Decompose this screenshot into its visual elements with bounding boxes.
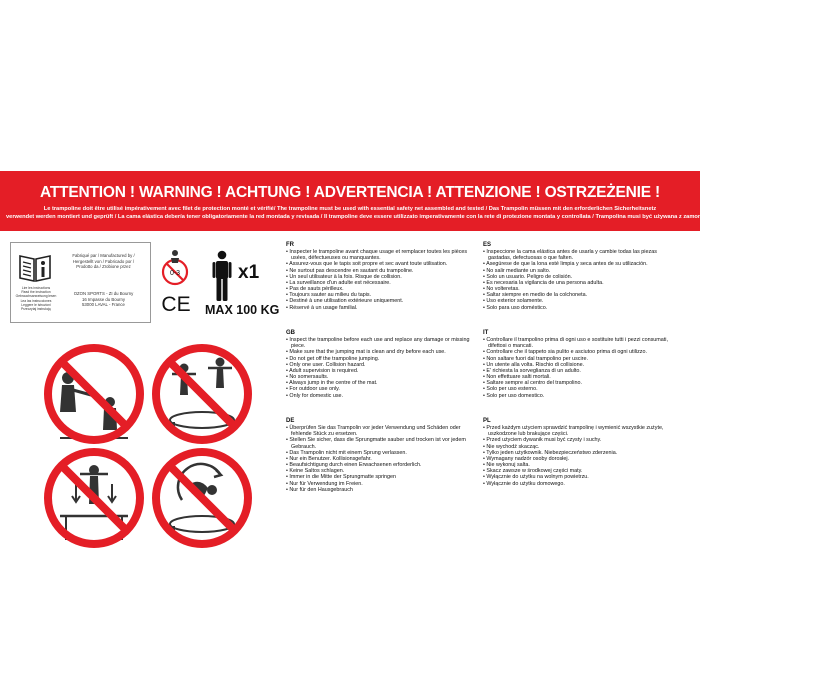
manufacturer-box <box>10 242 151 323</box>
list-item: • Wyłącznie do użytku domowego. <box>483 481 678 487</box>
list-item: • Inspect the trampoline before each use and replace any damage or missing piece. <box>286 337 476 349</box>
list-item: • Toujours sauter au milieu du tapis. <box>286 292 476 298</box>
list-item: • Non saltare fuori dal trampolino per uscire. <box>483 356 678 362</box>
no-somersault-icon <box>148 444 256 552</box>
warning-banner <box>0 171 822 231</box>
list-item: • Überprüfen Sie das Trampolin vor jeder Verwendung und Schäden oder fehlende Stück zu ersetzen. <box>286 425 476 437</box>
manufactured-by-label: Fabriqué par / Manufactured by / Hergestellt von / Fabricado por / Prodotto da / Zrobione przez <box>72 253 135 269</box>
list-item: • Nie wykonuj salta. <box>483 462 678 468</box>
section-heading: FR <box>286 242 294 248</box>
list-item: • Solo per uso esterno. <box>483 386 678 392</box>
list-item: • Inspeccione la cama elástica antes de usarla y cambie todas las piezas gastadas, defectuosas o que falten. <box>483 249 678 261</box>
list-item: • Do not get off the trampoline jumping. <box>286 356 476 362</box>
list-item: • Immer in die Mitte der Sprungmatte springen <box>286 474 476 480</box>
list-item: • Solo un usuario. Peligro de colisión. <box>483 274 678 280</box>
section-heading: GB <box>286 330 295 336</box>
person-icon <box>212 250 232 302</box>
list-item: • For outdoor use only. <box>286 386 476 392</box>
no-multiple-users-icon <box>148 340 256 448</box>
section-pl <box>483 418 678 487</box>
list-item: • Adult supervision is required. <box>286 368 476 374</box>
list-item: • Ne surtout pas descendre en sautant du trampoline. <box>286 268 476 274</box>
list-item: • Das Trampolin nicht mit einem Sprung verlassen. <box>286 450 476 456</box>
ce-label: CE <box>161 293 191 316</box>
list-item: • Solo para uso doméstico. <box>483 305 678 311</box>
list-item: • Solo per uso domestico. <box>483 393 678 399</box>
user-count: x1 <box>238 262 260 283</box>
list-item: • Non effettuare salti mortali. <box>483 374 678 380</box>
banner-title: ATTENTION ! WARNING ! ACHTUNG ! ADVERTENCIA ! ATTENZIONE ! OSTRZEŻENIE ! <box>40 184 660 201</box>
list-item: • Make sure that the jumping mat is clean and dry before each use. <box>286 349 476 355</box>
list-item: • Stellen Sie sicher, dass die Sprungmatte sauber und trocken ist vor jedem Gebrauch. <box>286 437 476 449</box>
list-item: • Beaufsichtigung durch einen Erwachsenen erforderlich. <box>286 462 476 468</box>
section-heading: IT <box>483 330 489 336</box>
list-item: • Nur für den Hausgebrauch <box>286 487 476 493</box>
list-item: • Inspecter le trampoline avant chaque usage et remplacer toutes les pièces usées, défectueuses ou manquantes. <box>286 249 476 261</box>
list-item: • Un seul utilisateur à la fois. Risque de collision. <box>286 274 476 280</box>
list-item: • Wyłącznie do użytku na wolnym powietrzu. <box>483 474 678 480</box>
list-item: • Skacz zawsze w środkowej części maty. <box>483 468 678 474</box>
list-item: • No volteretas. <box>483 286 678 292</box>
no-pushing-icon <box>40 340 148 448</box>
section-heading: DE <box>286 418 295 424</box>
section-gb <box>286 330 476 399</box>
read-instructions-note: Lire les instructions Read the instruction Gebrauchsanweisung lesen Lea las instrucciones Leggere le istruzioni Przeczytaj instrukcję <box>15 286 57 312</box>
list-item: • E' richiesta la sorveglianza di un adulto. <box>483 368 678 374</box>
list-item: • Assurez-vous que le tapis soit propre et sec avant toute utilisation. <box>286 261 476 267</box>
banner-subtitle-line-1: Le trampoline doit être utilisé impérativement avec filet de protection monté et vérifié/ The trampoline must be used with essential safety net assembled and tested / Das Trampolin müssen mit den erforderlichen Sicherheitsnetz <box>43 206 657 212</box>
list-item: • No somersaults. <box>286 374 476 380</box>
no-jumping-off-icon <box>40 444 148 552</box>
list-item: • Always jump in the centre of the mat. <box>286 380 476 386</box>
max-weight: MAX 100 KG <box>205 303 280 317</box>
section-heading: PL <box>483 418 491 424</box>
list-item: • Tylko jeden użytkownik. Niebezpieczeństwo zderzenia. <box>483 450 678 456</box>
no-age-0-3-icon <box>160 248 190 286</box>
section-es <box>483 242 678 311</box>
manufacturer-address: OZON SPORTS - ZI du Bourny 16 Impasse du Bourny 53000 LAVAL - France <box>73 291 134 307</box>
list-item: • Przed każdym użyciem sprawdzić trampolinę i wymienić wszystkie zużyte, uszkodzone lub brakujące części. <box>483 425 678 437</box>
list-item: • Controllare che il tappeto sia pulito e asciutoo prima di ogni utilizzo. <box>483 349 678 355</box>
list-item: • Uso exterior solamente. <box>483 298 678 304</box>
section-it <box>483 330 678 399</box>
list-item: • Saltare sempre al centro del trampolino. <box>483 380 678 386</box>
list-item: • Saltar siempre en medio de la colchoneta. <box>483 292 678 298</box>
section-heading: ES <box>483 242 492 248</box>
list-item: • Przed użyciem dywanik musi być czysty i suchy. <box>483 437 678 443</box>
list-item: • Wymagany nadzór osoby dorosłej. <box>483 456 678 462</box>
book-info-icon <box>19 252 51 282</box>
list-item: • Réservé à un usage familial. <box>286 305 476 311</box>
list-item: • Only one user. Collision hazard. <box>286 362 476 368</box>
list-item: • Asegúrese de que la lona esté limpia y seca antes de su utilización. <box>483 261 678 267</box>
list-item: • Es necesaria la vigilancia de una persona adulta. <box>483 280 678 286</box>
ce-mark <box>160 291 192 315</box>
age-label: 0-3 <box>169 270 181 277</box>
list-item: • No salir mediante un salto. <box>483 268 678 274</box>
list-item: • Pas de sauts périlleux. <box>286 286 476 292</box>
list-item: • Nur für Verwendung im Freien. <box>286 481 476 487</box>
list-item: • Destiné à une utilisation extérieure uniquement. <box>286 298 476 304</box>
section-de <box>286 418 476 493</box>
banner-subtitle-line-2: verwendet werden montiert und geprüft / La cama elástica debería tener obligatoriamente la red montada y revisada / Il trampoline deve essere utilizzato imperativamente con la rete di protezione montata y controllata / Trampolina musi być używana z zamontowaną siatką zabezpieczającą i sprawdzono <box>6 214 822 220</box>
list-item: • Nie wychodź skacząc. <box>483 444 678 450</box>
list-item: • Only for domestic use. <box>286 393 476 399</box>
list-item: • Nur ein Benutzer. Kollisionsgefahr. <box>286 456 476 462</box>
list-item: • Controllare il trampolino prima di ogni uso e sostituire tutti i pezzi consumati, difettosi o mancati. <box>483 337 678 349</box>
list-item: • La surveillance d'un adulte est nécessaire. <box>286 280 476 286</box>
section-fr <box>286 242 476 311</box>
list-item: • Keine Saltos schlagen. <box>286 468 476 474</box>
list-item: • Un utente alla volta. Rischio di collisione. <box>483 362 678 368</box>
